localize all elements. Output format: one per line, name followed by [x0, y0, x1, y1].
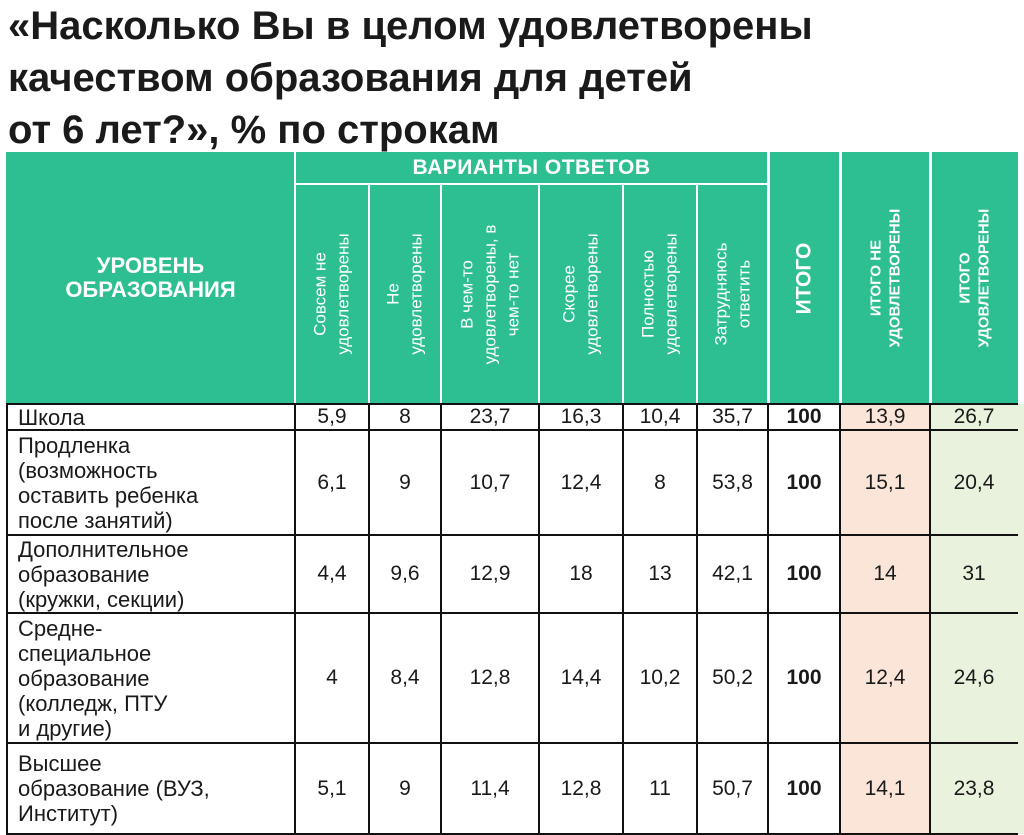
header-divider: [696, 184, 698, 404]
table-divider: [6, 404, 8, 834]
not-satisfied-cell: 14,1: [864, 776, 906, 800]
table-cell: 12,8: [560, 776, 602, 800]
results-table: [0, 152, 1024, 834]
table-divider: [696, 404, 698, 834]
header-answer-column: [441, 184, 539, 404]
header-divider: [368, 184, 370, 404]
table-divider: [6, 403, 1018, 405]
header-answer-column: [295, 184, 369, 404]
page-title: [8, 0, 1018, 156]
table-cell: 10,2: [639, 666, 681, 689]
table-cell: 18: [569, 562, 593, 585]
table-cell: 16,3: [560, 405, 602, 428]
table-cell: 9: [399, 776, 411, 800]
header-answer-column: [539, 184, 623, 404]
title-line: качеством образования для детей: [8, 56, 693, 100]
header-answer-column: [369, 184, 441, 404]
table-cell: 10,7: [469, 470, 511, 494]
title-line: «Насколько Вы в целом удовлетворены: [8, 4, 813, 48]
satisfied-cell: 24,6: [953, 666, 995, 689]
table-divider: [368, 404, 370, 834]
table-cell: 5,9: [317, 405, 347, 428]
row-label-text: Продленка (возможность оставить ребенка после занятий): [18, 432, 199, 533]
header-answer-column-label: Скорее удовлетворены: [560, 233, 603, 355]
table-cell: 9: [399, 470, 411, 494]
header-total: [768, 152, 840, 404]
row-label: [6, 404, 295, 430]
header-answer-column: [623, 184, 697, 404]
table-cell: 6,1: [317, 470, 347, 494]
table-cell: 4,4: [317, 562, 347, 585]
header-answer-column: [697, 184, 768, 404]
header-answer-column-label: Совсем не удовлетворены: [311, 233, 354, 355]
header-divider: [839, 152, 842, 404]
table-divider: [6, 742, 1018, 744]
table-divider: [929, 404, 931, 834]
table-cell: 11: [649, 776, 671, 800]
satisfied-cell: 26,7: [953, 405, 995, 428]
satisfied-cell: 20,4: [953, 470, 995, 494]
header-answer-column-label: Не удовлетворены: [384, 233, 427, 355]
table-divider: [294, 404, 296, 834]
total-cell: 100: [786, 776, 822, 800]
header-answer-column-label: В чем-то удовлетворены, в чем-то нет: [457, 224, 523, 364]
row-label-text: Средне- специальное образование (колледж, ПТУ и другие): [18, 615, 168, 741]
header-total-not-satisfied: [840, 152, 930, 404]
total-cell: 100: [786, 562, 822, 585]
not-satisfied-cell: 14: [873, 562, 897, 585]
table-cell: 53,8: [712, 470, 753, 494]
satisfied-cell: 31: [962, 562, 986, 585]
table-cell: 13: [648, 562, 672, 585]
table-cell: 50,2: [712, 666, 753, 689]
table-cell: 23,7: [469, 405, 511, 428]
not-satisfied-cell: 12,4: [864, 666, 906, 689]
total-cell: 100: [786, 470, 822, 494]
header-divider: [622, 184, 624, 404]
header-divider: [440, 184, 442, 404]
title-line: от 6 лет?», % по строкам: [8, 108, 500, 152]
row-label-text: Школа: [18, 404, 85, 430]
table-divider: [767, 404, 769, 834]
table-cell: 8: [654, 470, 666, 494]
header-total-not-satisfied-label: ИТОГО НЕ УДОВЛЕТВОРЕНЫ: [867, 208, 904, 348]
total-cell: 100: [786, 405, 822, 428]
not-satisfied-cell: 15,1: [864, 470, 906, 494]
header-level-cell: УРОВЕНЬ ОБРАЗОВАНИЯ: [6, 152, 295, 404]
table-cell: 8: [399, 405, 411, 428]
table-divider: [6, 534, 1018, 536]
row-label: [6, 743, 295, 834]
header-divider: [929, 152, 932, 404]
table-divider: [622, 404, 624, 834]
header-total-label: ИТОГО: [792, 242, 816, 314]
table-cell: 8,4: [390, 666, 420, 689]
table-cell: 12,9: [469, 562, 511, 585]
table-cell: 4: [326, 666, 338, 689]
row-label-text: Дополнительное образование (кружки, секции): [18, 536, 189, 612]
table-divider: [538, 404, 540, 834]
table-cell: 5,1: [317, 776, 347, 800]
header-answer-column-label: Затрудняюсь ответить: [711, 242, 754, 346]
header-answer-column-label: Полностью удовлетворены: [639, 233, 682, 355]
row-label: [6, 613, 295, 743]
not-satisfied-cell: 13,9: [864, 405, 906, 428]
satisfied-cell: 23,8: [953, 776, 995, 800]
table-cell: 12,4: [560, 470, 602, 494]
table-cell: 50,7: [712, 776, 753, 800]
total-cell: 100: [786, 666, 822, 689]
header-divider: [294, 152, 296, 404]
table-divider: [6, 429, 1018, 431]
header-total-satisfied: [930, 152, 1018, 404]
table-cell: 42,1: [712, 562, 753, 585]
row-label: [6, 430, 295, 535]
table-cell: 14,4: [560, 666, 602, 689]
row-label-text: Высшее образование (ВУЗ, Институт): [18, 751, 210, 826]
table-cell: 12,8: [469, 666, 511, 689]
header-divider: [767, 152, 770, 404]
header-answer-options: ВАРИАНТЫ ОТВЕТОВ: [295, 152, 768, 184]
table-divider: [6, 612, 1018, 614]
table-cell: 10,4: [639, 405, 681, 428]
table-divider: [839, 404, 841, 834]
header-total-satisfied-label: ИТОГО УДОВЛЕТВОРЕНЫ: [956, 208, 993, 348]
table-divider: [440, 404, 442, 834]
table-cell: 35,7: [712, 405, 753, 428]
table-cell: 11,4: [470, 776, 510, 800]
row-label: [6, 535, 295, 613]
table-cell: 9,6: [390, 562, 420, 585]
header-divider: [538, 184, 540, 404]
